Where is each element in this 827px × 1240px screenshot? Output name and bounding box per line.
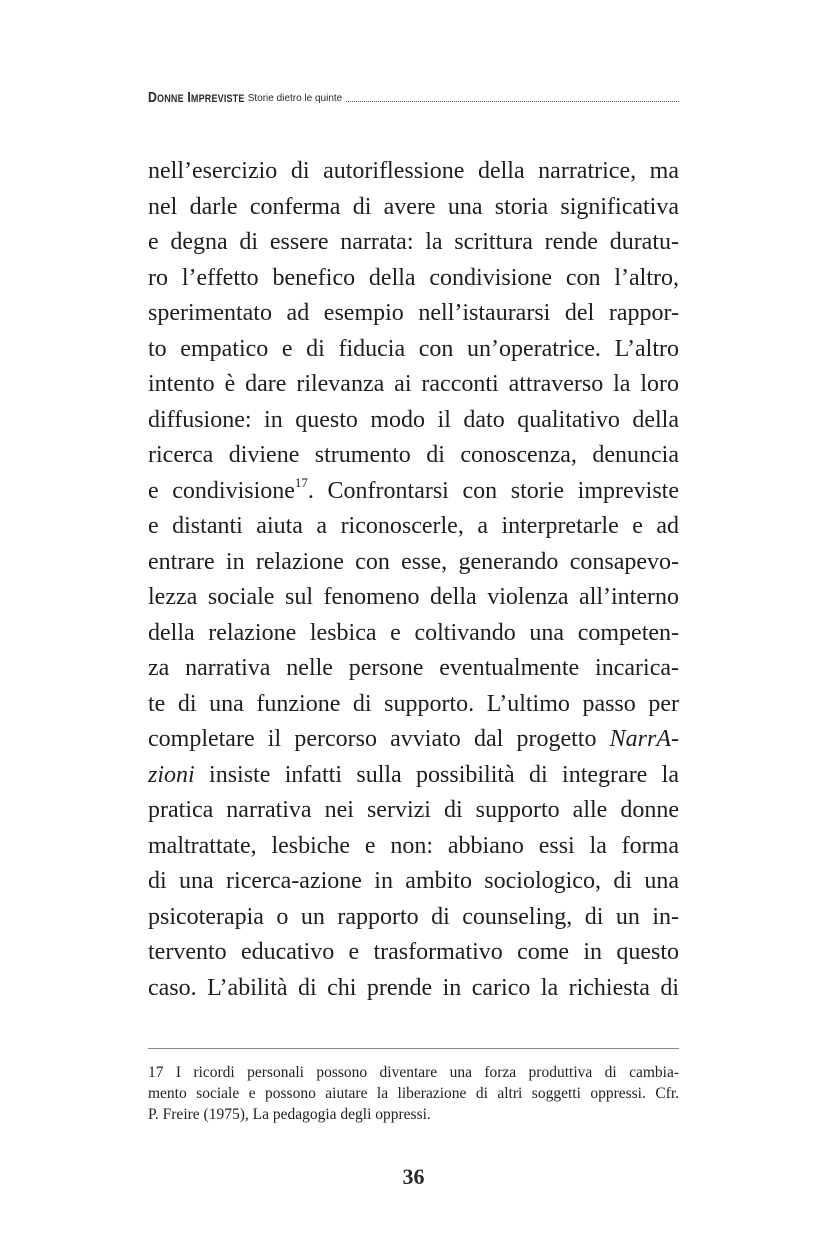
body-line: e distanti aiuta a riconoscerle, a interpretarle e ad bbox=[148, 513, 679, 539]
project-name-italic: zioni bbox=[148, 761, 195, 788]
body-line: pratica narrativa nei servizi di supporto alle donne bbox=[148, 797, 679, 823]
body-line: sperimentato ad esempio nell’istaurarsi del rappor- bbox=[148, 300, 679, 326]
body-line: nell’esercizio di autoriflessione della narratrice, ma bbox=[148, 158, 679, 184]
footnote-reference: 17 bbox=[294, 474, 308, 490]
body-line: della relazione lesbica e coltivando una competen- bbox=[148, 619, 679, 646]
body-line-with-italic bbox=[148, 722, 679, 758]
footnote bbox=[148, 1062, 679, 1125]
body-line: intento è dare rilevanza ai racconti attraverso la loro bbox=[148, 371, 679, 397]
book-title: Donne Impreviste bbox=[148, 89, 245, 106]
body-line: ro l’effetto benefico della condivisione con l’altro, bbox=[148, 264, 679, 291]
body-line: nel darle conferma di avere una storia significativa bbox=[148, 193, 679, 220]
body-line-with-footnote-ref bbox=[148, 474, 679, 510]
project-name-italic: NarrA- bbox=[609, 726, 679, 752]
body-line: ricerca diviene strumento di conoscenza, denuncia bbox=[148, 442, 679, 468]
body-text-segment: insiste infatti sulla possibilità di integrare la bbox=[194, 761, 679, 788]
body-line: te di una funzione di supporto. L’ultimo passo per bbox=[148, 690, 679, 717]
running-header bbox=[148, 86, 679, 106]
body-line: to empatico e di fiducia con un’operatrice. L’altro bbox=[148, 335, 679, 362]
body-line: e degna di essere narrata: la scrittura rende duratu- bbox=[148, 229, 679, 255]
footnote-line: P. Freire (1975), La pedagogia degli oppressi. bbox=[148, 1106, 431, 1123]
body-line: di una ricerca-azione in ambito sociologico, di una bbox=[148, 868, 679, 894]
body-line: psicoterapia o un rapporto di counseling, di un in- bbox=[148, 903, 679, 930]
body-line: lezza sociale sul fenomeno della violenza all’interno bbox=[148, 584, 679, 610]
page-number: 36 bbox=[402, 1164, 425, 1189]
body-line: entrare in relazione con esse, generando consapevo- bbox=[148, 548, 679, 575]
body-line: za narrativa nelle persone eventualmente incarica- bbox=[148, 655, 679, 681]
body-line-with-italic bbox=[148, 758, 679, 794]
body-text bbox=[148, 154, 679, 1006]
body-line: maltrattate, lesbiche e non: abbiano essi la forma bbox=[148, 832, 679, 859]
body-text-segment: . Confrontarsi con storie impreviste bbox=[307, 477, 679, 504]
footnote-line: mento sociale e possono aiutare la liberazione di altri soggetti oppressi. Cfr. bbox=[148, 1085, 679, 1102]
header-dotted-leader bbox=[346, 101, 679, 102]
body-line: diffusione: in questo modo il dato qualitativo della bbox=[148, 406, 679, 433]
footnote-divider bbox=[148, 1048, 679, 1049]
body-text-segment: completare il percorso avviato dal progetto bbox=[148, 726, 610, 752]
body-text-segment: e condivisione bbox=[148, 477, 295, 504]
footnote-line: 17 I ricordi personali possono diventare una forza produttiva di cambia- bbox=[148, 1064, 679, 1081]
body-line: caso. L’abilità di chi prende in carico la richiesta di bbox=[148, 974, 679, 1001]
body-line: tervento educativo e trasformativo come in questo bbox=[148, 939, 679, 965]
book-subtitle: Storie dietro le quinte bbox=[247, 93, 343, 104]
